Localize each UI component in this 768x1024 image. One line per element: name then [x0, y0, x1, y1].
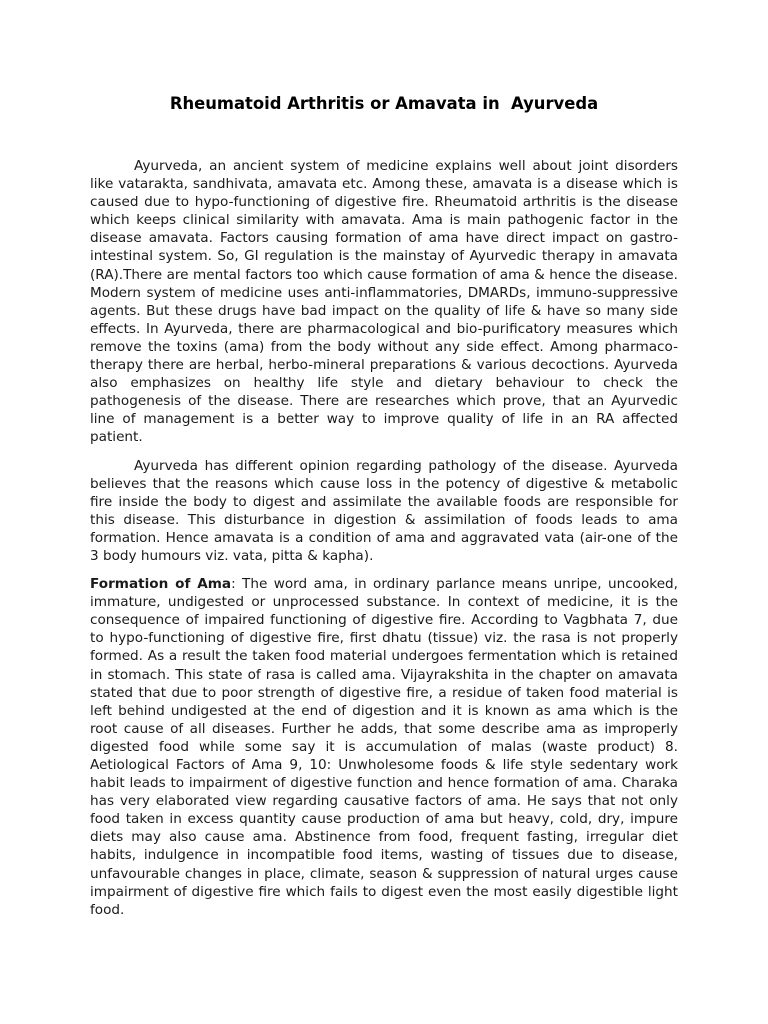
document-title: Rheumatoid Arthritis or Amavata in Ayurveda — [169, 94, 599, 113]
paragraph-formation-of-ama — [90, 575, 678, 919]
section-body: : The word ama, in ordinary parlance means unripe, uncooked, immature, undigested or unprocessed substance. In context of medicine, it is the consequence of impaired functioning of digestive fire. According to Vagbhata 7, due to hypo-functioning of digestive fire, first dhatu (tissue) viz. the rasa is not properly formed. As a result the taken food material undergoes fermentation which is retained in stomach. This state of rasa is called ama. Vijayrakshita in the chapter on amavata stated that due to poor strength of digestive fire, a residue of taken food material is left behind undigested at the end of digestion and it is known as ama which is the root cause of all diseases. Further he adds, that some describe ama as improperly digested food while some say it is accumulation of malas (waste product) 8. Aetiological Factors of Ama 9, 10: Unwholesome foods & life style sedentary work habit leads to impairment of digestive function and hence formation of ama. Charaka has very elaborated view regarding causative factors of ama. He says that not only food taken in excess quantity cause production of ama but heavy, cold, dry, impure diets may also cause ama. Abstinence from food, frequent fasting, irregular diet habits, indulgence in incompatible food items, wasting of tissues due to disease, unfavourable changes in place, climate, season & suppression of natural urges cause impairment of digestive fire which fails to digest even the most easily digestible light food. — [90, 576, 679, 918]
paragraph-pathology: Ayurveda has different opinion regarding pathology of the disease. Ayurveda believes that the reasons which cause loss in the potency of digestive & metabolic fire inside the body to digest and assimilate the available foods are responsible for this disease. This disturbance in digestion & assimilation of foods leads to ama formation. Hence amavata is a condition of ama and aggravated vata (air-one of the 3 body humours viz. vata, pitta & kapha). — [90, 457, 678, 564]
section-heading: Formation of Ama — [90, 576, 232, 593]
paragraph-intro: Ayurveda, an ancient system of medicine explains well about joint disorders like vatarakta, sandhivata, amavata etc. Among these, amavata is a disease which is caused due to hypo-functioning of digestive fire. Rheumatoid arthritis is the disease which keeps clinical similarity with amavata. Ama is main pathogenic factor in the disease amavata. Factors causing formation of ama have direct impact on gastro-intestinal system. So, GI regulation is the mainstay of Ayurvedic therapy in amavata (RA).There are mental factors too which cause formation of ama & hence the disease. Modern system of medicine uses anti-inflammatories, DMARDs, immuno-suppressive agents. But these drugs have bad impact on the quality of life & have so many side effects. In Ayurveda, there are pharmacological and bio-purificatory measures which remove the toxins (ama) from the body without any side effect. Among pharmaco-therapy there are herbal, herbo-mineral preparations & various decoctions. Ayurveda also emphasizes on healthy life style and dietary behaviour to check the pathogenesis of the disease. There are researches which prove, that an Ayurvedic line of management is a better way to improve quality of life in an RA affected patient. — [90, 158, 678, 446]
